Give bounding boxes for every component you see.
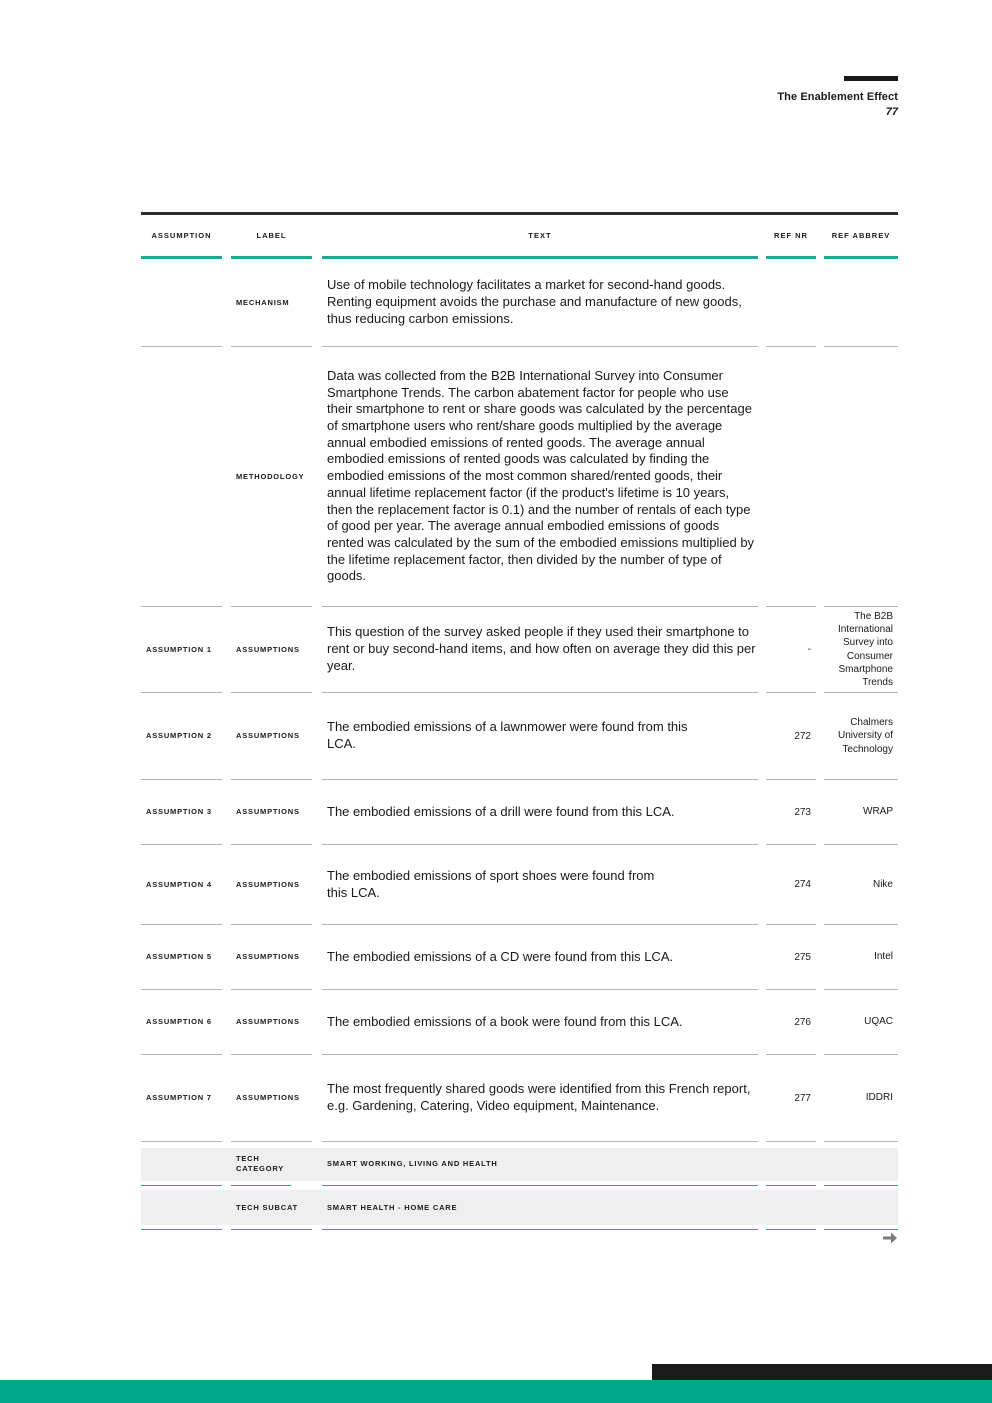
column-header-ref-nr: REF NR <box>766 215 816 259</box>
table-row <box>141 1055 898 1142</box>
row-ref-abbrev: UQAC <box>824 990 898 1055</box>
row-empty-cell <box>141 1186 222 1230</box>
row-label: ASSUMPTIONS <box>231 780 312 845</box>
table-row <box>141 347 898 607</box>
table-row <box>141 990 898 1055</box>
row-label: METHODOLOGY <box>231 347 312 607</box>
row-ref-abbrev: Intel <box>824 925 898 990</box>
row-label: ASSUMPTIONS <box>231 845 312 925</box>
row-label: ASSUMPTIONS <box>231 1055 312 1142</box>
row-text: This question of the survey asked people if they used their smartphone to rent or buy second-hand items, and how often on average they did this per year. <box>322 607 758 693</box>
tech-category-row <box>141 1142 898 1186</box>
row-text: Data was collected from the B2B International Survey into Consumer Smartphone Trends. The carbon abatement factor for people who use their smartphone to rent or share goods was calculated by the percentage of smartphone users who rent/share goods multiplied by the average annual embodied emissions of rented goods. The average annual embodied emissions of rented goods was calculated by finding the embodied emissions of the most common shared/rented goods, their annual lifetime replacement factor (if the product's lifetime is 10 years, then the replacement factor is 0.1) and the number of rentals of each type of good per year. The average annual embodied emissions of goods rented was calculated by the sum of the embodied emissions multiplied by the lifetime replacement factor, then divided by the number of type of goods. <box>322 347 758 607</box>
row-ref-nr: 273 <box>766 780 816 845</box>
row-ref-abbrev: The B2B International Survey into Consumer Smartphone Trends <box>824 607 898 693</box>
table-row <box>141 607 898 693</box>
row-label: ASSUMPTIONS <box>231 607 312 693</box>
tech-subcategory-label: TECH SUBCAT <box>231 1186 312 1230</box>
row-text: The embodied emissions of a lawnmower were found from this LCA. <box>322 693 758 780</box>
row-ref-nr <box>766 347 816 607</box>
row-empty-cell <box>766 1186 816 1230</box>
row-assumption: ASSUMPTION 3 <box>141 780 222 845</box>
document-title: The Enablement Effect <box>777 91 898 103</box>
row-assumption: ASSUMPTION 7 <box>141 1055 222 1142</box>
tech-subcategory-value: SMART HEALTH - HOME CARE <box>322 1186 758 1230</box>
row-ref-nr: 276 <box>766 990 816 1055</box>
row-ref-nr: 274 <box>766 845 816 925</box>
row-text: The embodied emissions of sport shoes were found from this LCA. <box>322 845 758 925</box>
tech-category-value: SMART WORKING, LIVING AND HEALTH <box>322 1142 758 1186</box>
row-label: ASSUMPTIONS <box>231 925 312 990</box>
table-row <box>141 693 898 780</box>
table-row <box>141 259 898 347</box>
row-empty-cell <box>141 1142 222 1186</box>
row-assumption: ASSUMPTION 6 <box>141 990 222 1055</box>
header-rule <box>844 76 898 81</box>
row-text: The embodied emissions of a CD were found from this LCA. <box>322 925 758 990</box>
row-assumption: ASSUMPTION 5 <box>141 925 222 990</box>
row-ref-nr: 277 <box>766 1055 816 1142</box>
footer-teal-band <box>0 1380 992 1403</box>
column-header-ref-abbrev: REF ABBREV <box>824 215 898 259</box>
table-header-row <box>141 215 898 259</box>
row-ref-abbrev: Nike <box>824 845 898 925</box>
row-empty-cell <box>766 1142 816 1186</box>
row-ref-nr: - <box>766 607 816 693</box>
row-ref-abbrev: WRAP <box>824 780 898 845</box>
row-label: ASSUMPTIONS <box>231 990 312 1055</box>
page-number: 77 <box>885 106 898 118</box>
table-row <box>141 845 898 925</box>
column-header-label: LABEL <box>231 215 312 259</box>
row-assumption <box>141 347 222 607</box>
row-ref-nr: 272 <box>766 693 816 780</box>
tech-category-label: TECH CATEGORY <box>231 1142 291 1186</box>
row-ref-abbrev: IDDRI <box>824 1055 898 1142</box>
row-assumption <box>141 259 222 347</box>
row-ref-abbrev <box>824 259 898 347</box>
row-assumption: ASSUMPTION 2 <box>141 693 222 780</box>
arrow-right-icon[interactable] <box>882 1230 898 1246</box>
row-text: The embodied emissions of a drill were found from this LCA. <box>322 780 758 845</box>
column-header-text: TEXT <box>322 215 758 259</box>
row-text: Use of mobile technology facilitates a market for second-hand goods. Renting equipment avoids the purchase and manufacture of new goods, thus reducing carbon emissions. <box>322 259 758 347</box>
row-ref-nr: 275 <box>766 925 816 990</box>
row-label: ASSUMPTIONS <box>231 693 312 780</box>
row-label: MECHANISM <box>231 259 312 347</box>
tech-subcategory-row <box>141 1186 898 1230</box>
row-ref-nr <box>766 259 816 347</box>
row-assumption: ASSUMPTION 1 <box>141 607 222 693</box>
assumptions-table <box>141 212 898 1230</box>
row-ref-abbrev <box>824 347 898 607</box>
footer-black-band <box>652 1364 992 1380</box>
row-ref-abbrev: Chalmers University of Technology <box>824 693 898 780</box>
table-row <box>141 780 898 845</box>
column-header-assumption: ASSUMPTION <box>141 215 222 259</box>
row-text: The most frequently shared goods were identified from this French report, e.g. Gardening, Catering, Video equipment, Maintenance. <box>322 1055 758 1142</box>
row-empty-cell <box>824 1186 898 1230</box>
table-row <box>141 925 898 990</box>
row-empty-cell <box>824 1142 898 1186</box>
row-text: The embodied emissions of a book were found from this LCA. <box>322 990 758 1055</box>
row-assumption: ASSUMPTION 4 <box>141 845 222 925</box>
